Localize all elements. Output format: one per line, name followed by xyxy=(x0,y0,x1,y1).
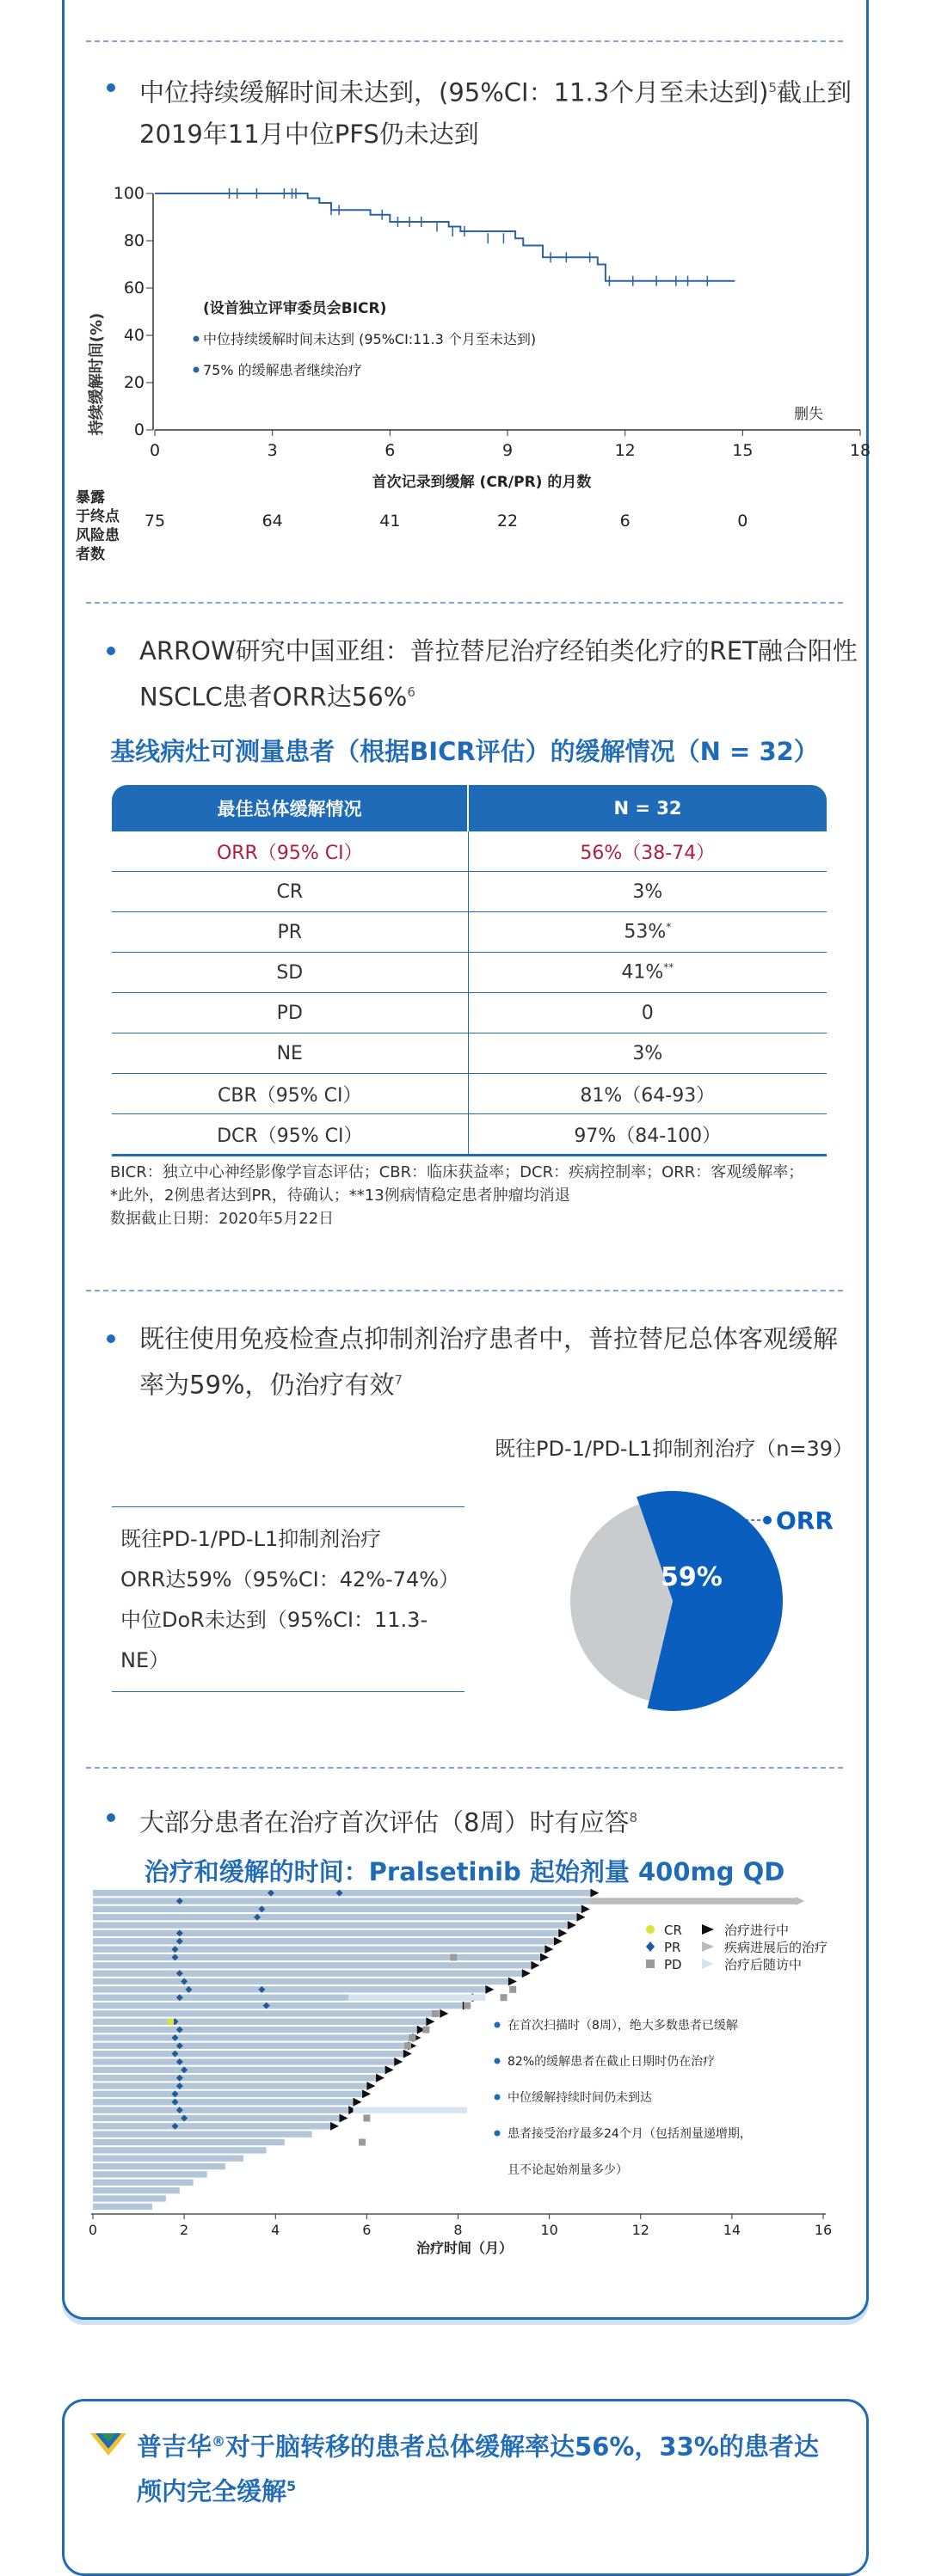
bullet-text: 中位持续缓解时间未达到，(95%CI：11.3个月至未达到) xyxy=(139,77,769,107)
risk-count: 41 xyxy=(379,512,401,531)
pd-marker xyxy=(432,2010,439,2017)
pd-marker xyxy=(404,2042,411,2049)
orr-pie-chart xyxy=(482,1462,860,1720)
swimmer-plot xyxy=(69,1887,877,2266)
patient-bar xyxy=(93,2139,285,2145)
ongoing-arrow-icon xyxy=(362,2089,371,2098)
response-table xyxy=(112,785,827,1156)
patient-bar xyxy=(93,1946,544,1952)
swim-xtick-label: 2 xyxy=(180,2222,189,2238)
ongoing-arrow-icon xyxy=(576,1913,585,1922)
section4-bullet xyxy=(110,1797,858,1843)
swim-xtick-label: 16 xyxy=(814,2222,833,2238)
risk-label-4: 者数 xyxy=(76,546,105,563)
cr-marker xyxy=(167,2018,174,2025)
swim-xtick-label: 0 xyxy=(88,2222,98,2238)
patient-bar xyxy=(93,2010,440,2016)
table-title: 基线病灶可测量患者（根据BICR评估）的缓解情况（N = 32） xyxy=(110,737,819,766)
km-xtick-label: 12 xyxy=(614,441,636,460)
bullet-text: ARROW研究中国亚组：普拉替尼治疗经铂类化疗的RET融合阳性NSCLC患者ORR达56% xyxy=(139,636,858,712)
ongoing-arrow-icon xyxy=(522,1969,531,1978)
divider xyxy=(86,40,843,42)
ongoing-arrow-icon xyxy=(403,2050,412,2058)
orr-label: ORR xyxy=(776,1506,834,1535)
bullet-dot-icon xyxy=(107,83,115,92)
patient-bar xyxy=(93,2195,166,2201)
footnote-line: BICR：独立中心神经影像学盲态评估；CBR：临床获益率；DCR：疾病控制率；ORR：客观缓解率； xyxy=(110,1163,804,1181)
patient-bar xyxy=(93,2147,267,2153)
ongoing-arrow-icon xyxy=(590,1889,599,1898)
bullet-dot-icon xyxy=(107,1334,115,1343)
ongoing-arrow-icon xyxy=(426,2017,434,2026)
pd-marker xyxy=(501,1994,508,2001)
pd-marker xyxy=(363,2114,370,2121)
pie-title: 既往PD-1/PD-L1抑制剂治疗（n=39） xyxy=(495,1437,854,1461)
note-dot-icon xyxy=(495,2131,501,2137)
footnote-line: 数据截止日期：2020年5月22日 xyxy=(110,1210,335,1228)
km-xlabel: 首次记录到缓解 (CR/PR) 的月数 xyxy=(372,474,592,491)
risk-label-1: 暴露 xyxy=(76,489,105,506)
patient-bar xyxy=(93,1906,581,1912)
divider xyxy=(86,602,843,604)
legend-ongoing: 治疗进行中 xyxy=(724,1923,790,1938)
footnote-line: *此外，2例患者达到PR，待确认；**13例病情稳定患者肿瘤均消退 xyxy=(110,1187,570,1205)
pd-marker-icon xyxy=(646,1960,655,1968)
pd-marker xyxy=(409,2034,415,2041)
pd-marker xyxy=(509,1986,516,1993)
patient-bar xyxy=(93,2180,194,2186)
row-value: 81%（64-93） xyxy=(468,1074,827,1114)
table-row xyxy=(112,872,827,912)
ongoing-arrow-icon xyxy=(540,1953,549,1961)
note-line: 在首次扫描时（8周），绝大多数患者已缓解 xyxy=(508,2019,738,2033)
row-label: ORR（95% CI） xyxy=(112,831,468,872)
reference-mark: 7 xyxy=(394,1372,403,1388)
note-line: 且不论起始剂量多少） xyxy=(508,2163,628,2177)
km-annot-title: (设首独立评审委员会BICR) xyxy=(203,300,387,317)
cr-marker-icon xyxy=(646,1925,655,1934)
risk-count: 0 xyxy=(737,512,748,531)
note-line: 患者接受治疗最多24个月（包括剂量递增期， xyxy=(508,2127,752,2141)
table-header-cell: N = 32 xyxy=(468,785,827,831)
registered-mark: ® xyxy=(212,2433,226,2450)
row-value: 3% xyxy=(468,1033,827,1074)
bullet-text: 既往使用免疫检查点抑制剂治疗患者中，普拉替尼总体客观缓解率为59%，仍治疗有效 xyxy=(139,1324,839,1400)
patient-bar xyxy=(93,2187,180,2193)
legend-pd: PD xyxy=(664,1957,682,1972)
patient-bar xyxy=(93,2163,225,2169)
km-curve xyxy=(155,193,735,281)
patient-bar xyxy=(93,1986,485,1992)
patient-bar xyxy=(93,2171,207,2177)
legend-dot-icon xyxy=(194,336,200,342)
legend-dot-icon xyxy=(194,367,200,373)
km-chart xyxy=(69,172,877,585)
note-line: 82%的缓解患者在截止日期时仍在治疗 xyxy=(508,2055,716,2069)
row-label: CR xyxy=(112,872,468,912)
km-ytick-label: 60 xyxy=(123,279,145,297)
patient-bar xyxy=(93,1962,531,1968)
table-row xyxy=(112,1114,827,1156)
summary-line: 中位DoR未达到（95%CI：11.3-NE） xyxy=(120,1608,428,1672)
patient-bar xyxy=(93,2027,417,2033)
patient-bar xyxy=(93,2156,243,2162)
bullet-text-cont: 截止到2019年11月中位PFS仍未达到 xyxy=(139,77,852,149)
km-annot-line2: 75% 的缓解患者继续治疗 xyxy=(203,362,362,378)
note-line: 中位缓解持续时间仍未到达 xyxy=(508,2091,652,2105)
km-xtick-label: 0 xyxy=(149,441,161,460)
note-dot-icon xyxy=(495,2095,501,2101)
patient-bar xyxy=(93,2067,385,2073)
km-xtick-label: 15 xyxy=(732,441,754,460)
patient-bar xyxy=(93,2043,408,2049)
km-annot-line1: 中位持续缓解时间未达到 (95%CI:11.3 个月至未达到) xyxy=(203,331,537,347)
km-xtick-label: 6 xyxy=(385,441,396,460)
ongoing-arrow-icon xyxy=(568,1921,576,1929)
risk-count: 22 xyxy=(496,512,519,531)
row-value: 0 xyxy=(468,993,827,1033)
ongoing-arrow-icon xyxy=(796,1897,804,1905)
divider xyxy=(86,1290,843,1291)
pd-marker xyxy=(359,2139,366,2146)
pd-marker xyxy=(422,2027,429,2033)
reference-mark: 8 xyxy=(629,1810,637,1825)
row-value: 41%** xyxy=(468,953,827,993)
km-ytick-label: 100 xyxy=(113,184,145,203)
section2-bullet xyxy=(110,630,858,718)
row-label: CBR（95% CI） xyxy=(112,1074,468,1114)
table-footnotes xyxy=(110,1161,850,1230)
patient-bar xyxy=(93,2003,463,2009)
ongoing-arrow-icon xyxy=(508,1978,517,1986)
post-progression-arrow-icon xyxy=(702,1941,714,1952)
table-header-cell: 最佳总体缓解情况 xyxy=(112,785,468,831)
legend-post: 疾病进展后的治疗 xyxy=(724,1940,828,1955)
table-row xyxy=(112,831,827,872)
pr-marker-icon xyxy=(646,1941,655,1952)
note-dot-icon xyxy=(495,2058,501,2064)
legend-followup: 治疗后随访中 xyxy=(724,1957,803,1972)
ongoing-arrow-icon xyxy=(385,2065,394,2074)
row-value: 97%（84-100） xyxy=(468,1114,827,1156)
patient-bar xyxy=(93,2131,312,2137)
swim-xlabel: 治疗时间（月） xyxy=(415,2240,514,2256)
risk-label-3: 风险患 xyxy=(76,527,120,544)
patient-bar xyxy=(93,2082,366,2088)
row-value: 53%* xyxy=(468,912,827,953)
arrow-badge-icon xyxy=(90,2430,126,2459)
ongoing-arrow-icon xyxy=(376,2074,385,2082)
risk-count: 64 xyxy=(261,512,283,531)
km-xtick-label: 3 xyxy=(267,441,278,460)
swim-xtick-label: 8 xyxy=(453,2222,463,2238)
summary-line: ORR达59%（95%CI：42%-74%） xyxy=(120,1567,460,1592)
km-ylabel: 持续缓解时间(%) xyxy=(88,312,106,436)
section1-bullet xyxy=(110,67,858,155)
patient-bar xyxy=(93,2034,412,2040)
swim-xtick-label: 10 xyxy=(540,2222,558,2238)
km-xtick-label: 9 xyxy=(501,441,514,460)
table-row xyxy=(112,912,827,953)
patient-bar xyxy=(93,1954,540,1960)
ongoing-arrow-icon xyxy=(485,1985,494,1994)
patient-bar xyxy=(93,2204,152,2210)
risk-label-2: 于终点 xyxy=(76,508,120,525)
patient-bar xyxy=(93,2019,426,2025)
patient-bar xyxy=(93,2115,340,2121)
patient-bar xyxy=(93,1922,568,1928)
row-label: SD xyxy=(112,953,468,993)
swim-xtick-label: 6 xyxy=(362,2222,372,2238)
bullet-dot-icon xyxy=(107,647,115,655)
bullet-dot-icon xyxy=(107,1813,115,1822)
note-dot-icon xyxy=(495,2022,501,2028)
table-row xyxy=(112,993,827,1033)
patient-bar xyxy=(93,2091,362,2097)
ongoing-arrow-icon xyxy=(581,1904,590,1913)
ongoing-arrow-icon xyxy=(330,2122,339,2131)
patient-bar xyxy=(93,2051,403,2057)
row-value: 56%（38-74） xyxy=(468,831,827,872)
ongoing-arrow-icon xyxy=(554,1937,563,1946)
reference-mark: 5 xyxy=(286,2477,297,2494)
patient-bar xyxy=(93,2075,376,2081)
footnote-mark: * xyxy=(666,921,672,934)
ongoing-arrow-icon xyxy=(394,2058,403,2066)
divider xyxy=(86,1767,843,1769)
ongoing-arrow-icon xyxy=(353,2098,361,2107)
patient-bar xyxy=(93,2123,330,2129)
ongoing-arrow-icon xyxy=(531,1961,539,1970)
row-label: PR xyxy=(112,912,468,953)
ongoing-arrow-icon xyxy=(366,2082,375,2090)
table-row xyxy=(112,953,827,993)
km-ytick-label: 20 xyxy=(123,373,145,392)
table-row xyxy=(112,1074,827,1114)
row-label: PD xyxy=(112,993,468,1033)
table-header-row xyxy=(112,785,827,831)
pd-marker xyxy=(450,1953,457,1960)
swimmer-chart-title: 治疗和缓解的时间：Pralsetinib 起始剂量 400mg QD xyxy=(144,1857,785,1886)
orr-leader-dot xyxy=(763,1516,772,1524)
footnote-mark: ** xyxy=(663,961,674,974)
row-value: 3% xyxy=(468,872,827,912)
patient-bar xyxy=(93,1914,576,1920)
summary-line: 既往PD-1/PD-L1抑制剂治疗 xyxy=(120,1527,382,1551)
patient-bar xyxy=(93,1971,522,1977)
legend-cr: CR xyxy=(664,1923,682,1938)
section3-bullet xyxy=(110,1318,858,1406)
table-row xyxy=(112,1033,827,1074)
patient-bar xyxy=(93,2058,394,2064)
reference-mark: 6 xyxy=(407,684,415,700)
bullet-text: 大部分患者在治疗首次评估（8周）时有应答 xyxy=(139,1807,630,1837)
patient-bar xyxy=(93,1978,508,1984)
ongoing-arrow-icon xyxy=(440,2009,448,2018)
ongoing-arrow-icon xyxy=(702,1924,714,1935)
pd1-summary xyxy=(112,1506,464,1692)
pd-marker xyxy=(464,2003,471,2009)
ongoing-arrow-icon xyxy=(544,1945,553,1953)
km-censor-label: 删失 xyxy=(794,406,823,423)
km-xtick-label: 18 xyxy=(849,441,871,460)
risk-count: 6 xyxy=(619,512,631,531)
patient-bar xyxy=(93,2099,353,2105)
patient-bar xyxy=(93,2107,348,2113)
reference-mark: 5 xyxy=(768,80,778,95)
pie-value-label: 59% xyxy=(661,1562,723,1592)
patient-bar xyxy=(93,1938,554,1944)
swim-xtick-label: 4 xyxy=(271,2222,280,2238)
ongoing-arrow-icon xyxy=(558,1929,567,1937)
legend-pr: PR xyxy=(664,1940,681,1955)
km-ytick-label: 0 xyxy=(133,420,145,439)
patient-bar xyxy=(93,1930,558,1936)
row-label: DCR（95% CI） xyxy=(112,1114,468,1156)
swim-xtick-label: 12 xyxy=(631,2222,649,2238)
risk-count: 75 xyxy=(144,512,166,531)
row-label: NE xyxy=(112,1033,468,1074)
ongoing-arrow-icon xyxy=(340,2113,348,2122)
km-ytick-label: 40 xyxy=(123,326,145,345)
brain-metastasis-card xyxy=(62,2399,869,2576)
km-ytick-label: 80 xyxy=(123,231,145,250)
card-title: 普吉华®对于脑转移的患者总体缓解率达56%，33%的患者达颅内完全缓解$^5$ xyxy=(137,2432,819,2506)
followup-arrow-icon xyxy=(702,1959,714,1969)
swim-xtick-label: 14 xyxy=(723,2222,741,2238)
